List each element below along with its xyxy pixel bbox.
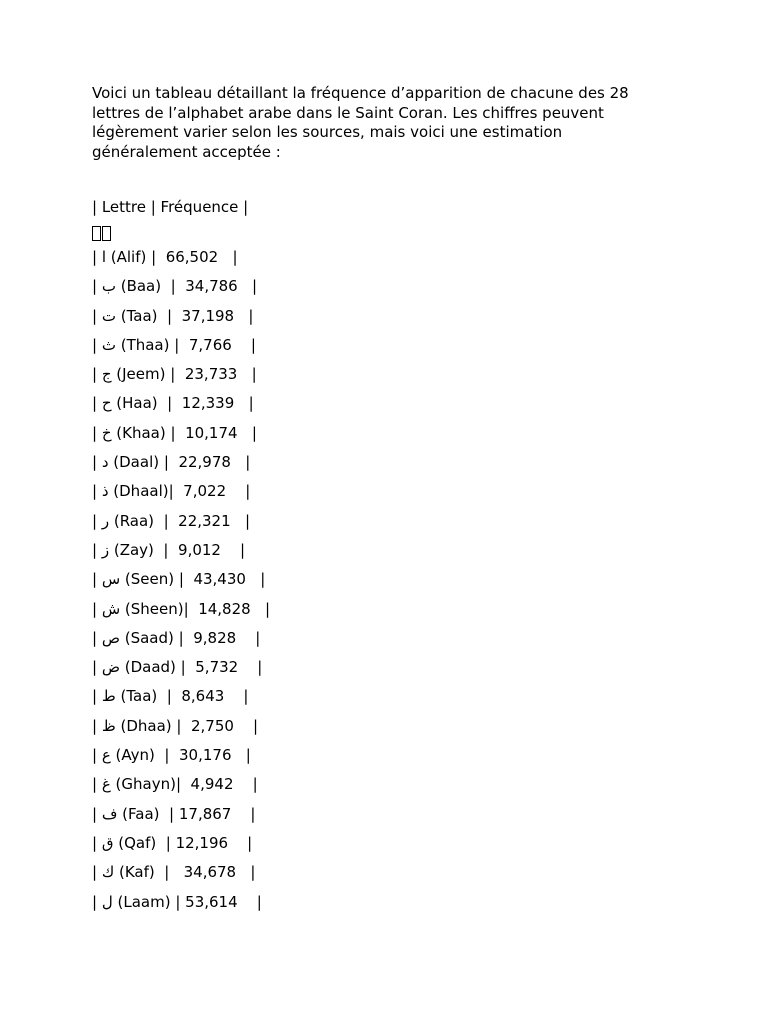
missing-glyph-icon — [102, 226, 111, 241]
missing-glyph-boxes — [92, 223, 672, 243]
table-row: | س (Seen) | 43,430 | — [92, 570, 266, 589]
table-row: | ش (Sheen)| 14,828 | — [92, 599, 271, 618]
table-row: | خ (Khaa) | 10,174 | — [92, 423, 257, 442]
document-page — [92, 84, 672, 917]
table-rows — [92, 243, 672, 917]
table-row: | ل (Laam) | 53,614 | — [92, 892, 262, 911]
table-row: | ز (Zay) | 9,012 | — [92, 540, 246, 559]
table-row: | ض (Daad) | 5,732 | — [92, 658, 263, 677]
table-row: | غ (Ghayn)| 4,942 | — [92, 775, 258, 794]
table-row: | ص (Saad) | 9,828 | — [92, 628, 261, 647]
table-row: | ر (Raa) | 22,321 | — [92, 511, 250, 530]
table-row: | ف (Faa) | 17,867 | — [92, 804, 256, 823]
table-row: | ا (Alif) | 66,502 | — [92, 248, 238, 266]
table-row: | ط (Taa) | 8,643 | — [92, 687, 249, 706]
table-row: | ب (Baa) | 34,786 | — [92, 277, 258, 296]
table-row: | ع (Ayn) | 30,176 | — [92, 746, 251, 765]
table-row: | ك (Kaf) | 34,678 | — [92, 863, 256, 882]
table-row: | ق (Qaf) | 12,196 | — [92, 833, 253, 852]
table-row: | ذ (Dhaal)| 7,022 | — [92, 482, 251, 501]
table-row: | ظ (Dhaa) | 2,750 | — [92, 716, 259, 735]
table-header: | Lettre | Fréquence | — [92, 198, 249, 216]
table-row: | ت (Taa) | 37,198 | — [92, 306, 254, 325]
table-row: | ث (Thaa) | 7,766 | — [92, 335, 256, 354]
table-row: | ج (Jeem) | 23,733 | — [92, 365, 257, 384]
table-row: | ح (Haa) | 12,339 | — [92, 394, 254, 413]
table-row: | د (Daal) | 22,978 | — [92, 453, 251, 472]
missing-glyph-icon — [92, 226, 101, 241]
intro-paragraph: Voici un tableau détaillant la fréquence d’apparition de chacune des 28 lettres de l’alphabet arabe dans le Saint Coran. Les chiffres peuvent légèrement varier selon les sources, mais voici une estimation généralement acceptée : — [92, 84, 629, 161]
